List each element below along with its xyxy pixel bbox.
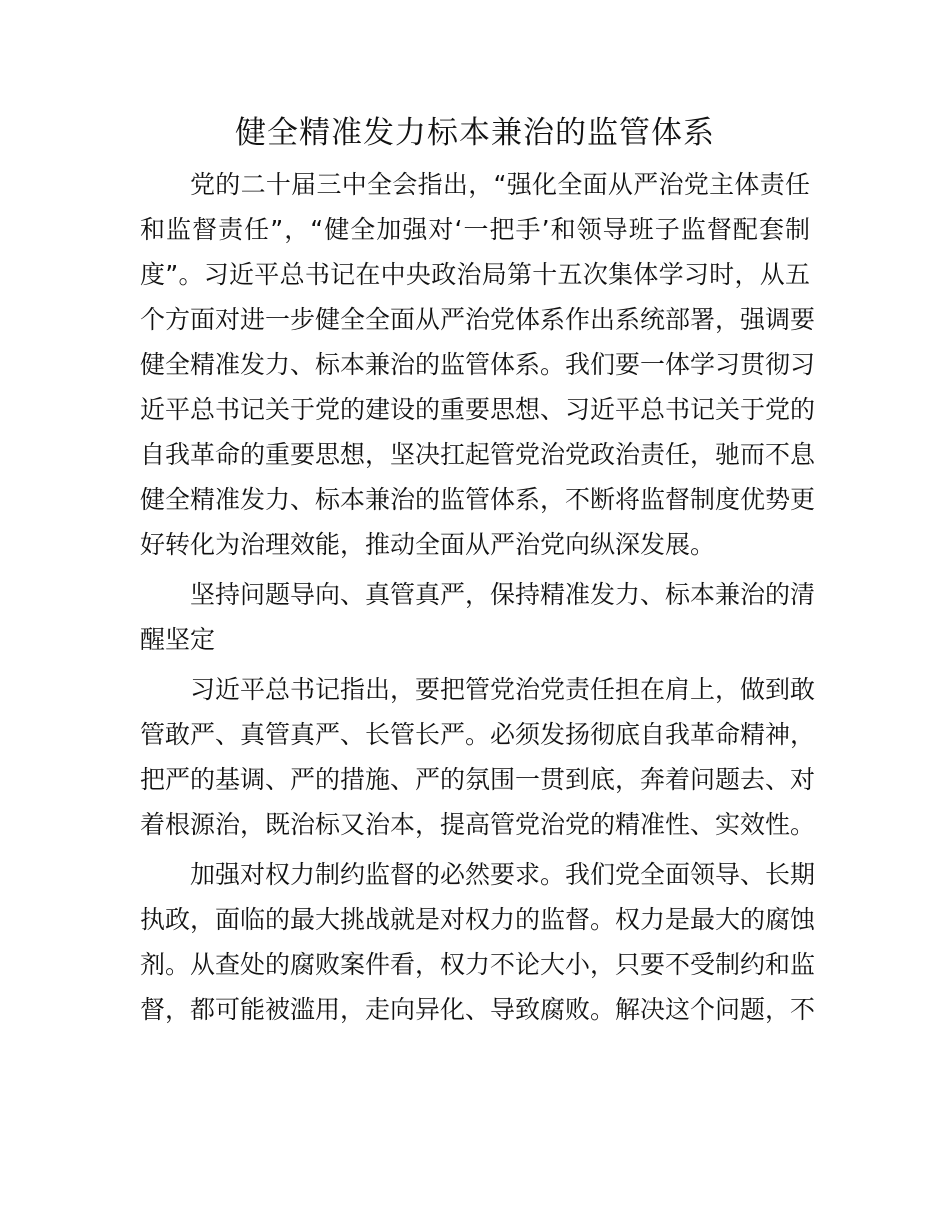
text-line: 健全精准发力、标本兼治的监管体系。我们要一体学习贯彻习 [140,350,816,379]
text-line: 加强对权力制约监督的必然要求。我们党全面领导、长期 [190,860,816,889]
text-line: 着根源治，既治标又治本，提高管党治党的精准性、实效性。 [140,810,816,839]
text-line: 党的二十届三中全会指出，“强化全面从严治党主体责任 [190,170,810,199]
paragraph [140,852,816,1032]
text-line: 度”。习近平总书记在中央政治局第十五次集体学习时，从五 [140,260,810,289]
text-line: 督，都可能被滥用，走向异化、导致腐败。解决这个问题，不 [140,995,816,1024]
text-line: 健全精准发力、标本兼治的监管体系，不断将监督制度优势更 [140,485,816,514]
text-line: 把严的基调、严的措施、严的氛围一贯到底，奔着问题去、对 [140,765,816,794]
text-line: 醒坚定 [140,625,216,654]
document-body [140,162,816,1037]
text-line: 近平总书记关于党的建设的重要思想、习近平总书记关于党的 [140,395,816,424]
text-line: 坚持问题导向、真管真严，保持精准发力、标本兼治的清 [190,580,816,609]
text-line: 好转化为治理效能，推动全面从严治党向纵深发展。 [140,530,716,559]
text-line: 和监督责任”，“健全加强对‘一把手’和领导班子监督配套制 [140,215,810,244]
text-line: 剂。从查处的腐败案件看，权力不论大小，只要不受制约和监 [140,950,816,979]
text-line: 个方面对进一步健全全面从严治党体系作出系统部署，强调要 [140,305,816,334]
text-line: 自我革命的重要思想，坚决扛起管党治党政治责任，驰而不息 [140,440,816,469]
text-line: 习近平总书记指出，要把管党治党责任担在肩上，做到敢 [190,675,816,704]
paragraph [140,572,816,662]
paragraph [140,162,816,567]
document-title: 健全精准发力标本兼治的监管体系 [235,115,715,151]
text-line: 管敢严、真管真严、长管长严。必须发扬彻底自我革命精神， [140,720,816,749]
text-line: 执政，面临的最大挑战就是对权力的监督。权力是最大的腐蚀 [140,905,816,934]
paragraph [140,667,816,847]
